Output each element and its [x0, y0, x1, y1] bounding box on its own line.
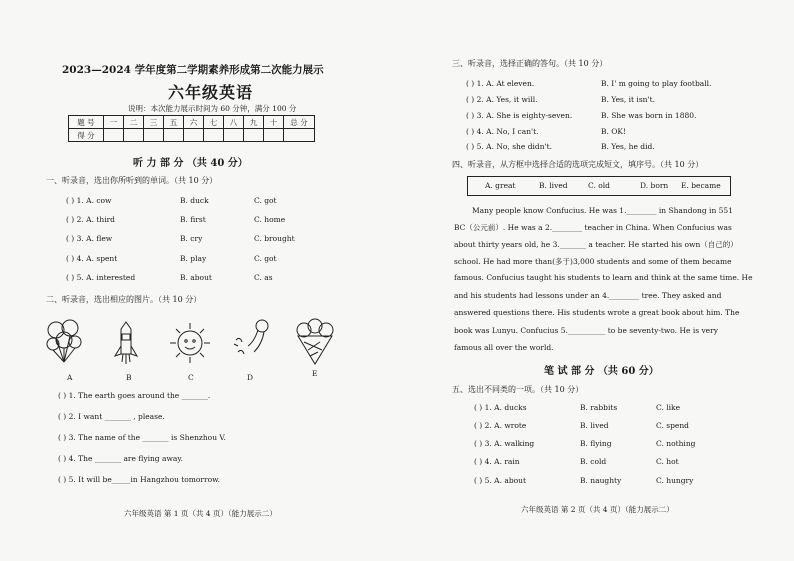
word-option: E. became	[681, 181, 721, 190]
score-input-cell[interactable]	[244, 129, 264, 142]
passage-line: answered questions there. His students wrote a great book about him. The	[454, 308, 740, 317]
section5-title: 五、选出不同类的一项。（共 10 分）	[452, 385, 584, 394]
score-input-cell[interactable]	[224, 129, 244, 142]
passage-line: famous. Confucius taught his students to learn and think at the same time. He	[454, 273, 753, 282]
s3-item-5-b: B. Yes, he did.	[601, 142, 655, 151]
rocket-icon	[112, 320, 140, 366]
score-cell: 九	[244, 116, 264, 129]
score-table	[68, 115, 315, 142]
word-option: D. born	[640, 181, 669, 190]
score-cell: 七	[204, 116, 224, 129]
picture-label-d: D	[247, 373, 254, 382]
s1-item-4-a: ( ) 4. A. spent	[66, 254, 118, 263]
word-option: C. old	[588, 181, 610, 190]
footer-left: 六年级英语 第 1 页（共 4 页）（能力展示二）	[124, 509, 277, 518]
s1-item-3-c: C. brought	[254, 234, 295, 243]
s1-item-1-b: B. duck	[180, 196, 209, 205]
s2-item-4: ( ) 4. The _______ are flying away.	[58, 454, 183, 463]
picture-label-b: B	[126, 373, 132, 382]
passage-line: school. He had more than(多于)3,000 students and some of them became	[454, 257, 732, 266]
s5-item-4-a: ( ) 4. A. rain	[474, 457, 520, 466]
exam-note: 说明：本次能力展示时间为 60 分钟，满分 100 分	[128, 104, 297, 113]
s1-item-4-c: C. got	[254, 254, 277, 263]
score-cell: 一	[104, 116, 124, 129]
score-cell: 题 号	[69, 116, 104, 129]
s2-item-3: ( ) 3. The name of the _______ is Shenzhou V.	[58, 433, 226, 442]
s1-item-2-b: B. first	[180, 215, 206, 224]
passage-line: Many people know Confucius. He was 1.________ in Shandong in 551	[472, 206, 733, 215]
s1-item-5-a: ( ) 5. A. interested	[66, 273, 136, 282]
s5-item-2-c: C. spend	[656, 421, 689, 430]
score-cell: 二	[124, 116, 144, 129]
writing-heading: 笔 试 部 分 （共 60 分）	[544, 366, 659, 377]
s2-item-2: ( ) 2. I want _______ , please.	[58, 412, 165, 421]
section1-title: 一、听录音，选出你所听到的单词。（共 10 分）	[46, 176, 218, 185]
s1-item-3-a: ( ) 3. A. flew	[66, 234, 113, 243]
score-cell: 三	[144, 116, 164, 129]
s5-item-3-b: B. flying	[580, 439, 612, 448]
score-input-cell[interactable]	[124, 129, 144, 142]
section2-title: 二、听录音，选出相应的图片。（共 10 分）	[46, 295, 202, 304]
score-cell: 八	[224, 116, 244, 129]
s3-item-5-a: ( ) 5. A. No, she didn't.	[466, 142, 552, 151]
s5-item-1-a: ( ) 1. A. ducks	[474, 403, 527, 412]
passage-line: about thirty years old, he 3._______ a teacher. He started his own（自己的）	[454, 240, 738, 249]
score-table-header-row	[69, 116, 315, 129]
score-cell: 五	[164, 116, 184, 129]
s1-item-2-c: C. home	[254, 215, 286, 224]
score-input-cell[interactable]	[164, 129, 184, 142]
passage-line: and his students had lessons under an 4.________ tree. They asked and	[454, 291, 722, 300]
s5-item-5-c: C. hungry	[656, 476, 694, 485]
score-input-cell[interactable]	[264, 129, 284, 142]
s3-item-4-a: ( ) 4. A. No, I can't.	[466, 127, 539, 136]
s5-item-2-a: ( ) 2. A. wrote	[474, 421, 527, 430]
s5-item-4-b: B. cold	[580, 457, 607, 466]
ice-cream-icon	[294, 318, 336, 366]
s1-item-5-c: C. as	[254, 273, 273, 282]
s3-item-4-b: B. OK!	[601, 127, 627, 136]
score-input-cell[interactable]	[184, 129, 204, 142]
s2-item-1: ( ) 1. The earth goes around the _______.	[58, 391, 211, 400]
subject-title: 六年级英语	[168, 83, 254, 102]
picture-label-c: C	[188, 373, 194, 382]
exam-title: 2023—2024 学年度第二学期素养形成第二次能力展示	[62, 64, 324, 76]
s5-item-3-c: C. nothing	[656, 439, 696, 448]
score-cell: 总 分	[284, 116, 315, 129]
sun-icon	[168, 320, 212, 366]
s1-item-2-a: ( ) 2. A. third	[66, 215, 115, 224]
score-cell: 十	[264, 116, 284, 129]
s3-item-2-b: B. Yes, it isn't.	[601, 95, 655, 104]
score-cell: 六	[184, 116, 204, 129]
word-option: A. great	[485, 181, 516, 190]
s5-item-1-b: B. rabbits	[580, 403, 618, 412]
s5-item-1-c: C. like	[656, 403, 681, 412]
score-input-cell[interactable]	[104, 129, 124, 142]
passage-line: BC（公元前）. He was a 2.________ teacher in China. When Confucius was	[454, 223, 732, 232]
word-options-box	[467, 176, 731, 196]
score-input-cell[interactable]	[144, 129, 164, 142]
s1-item-1-a: ( ) 1. A. cow	[66, 196, 112, 205]
passage-line: book was Lunyu. Confucius 5.__________ to be seventy-two. He is very	[454, 326, 718, 335]
s3-item-2-a: ( ) 2. A. Yes, it will.	[466, 95, 538, 104]
score-cell: 得 分	[69, 129, 104, 142]
section4-title: 四、听录音，从方框中选择合适的选项完成短文，填序号。（共 10 分）	[452, 160, 704, 169]
s1-item-5-b: B. about	[180, 273, 212, 282]
listening-heading: 听 力 部 分 （共 40 分）	[133, 158, 248, 169]
score-table-score-row	[69, 129, 315, 142]
s5-item-5-a: ( ) 5. A. about	[474, 476, 526, 485]
footer-right: 六年级英语 第 2 页（共 4 页）（能力展示二）	[521, 505, 674, 514]
picture-label-a: A	[67, 373, 73, 382]
s3-item-3-b: B. She was born in 1880.	[601, 111, 697, 120]
passage-line: famous all over the world.	[454, 343, 554, 352]
s3-item-1-b: B. I' m going to play football.	[601, 79, 712, 88]
word-option: B. lived	[539, 181, 568, 190]
s5-item-3-a: ( ) 3. A. walking	[474, 439, 535, 448]
s5-item-2-b: B. lived	[580, 421, 609, 430]
s3-item-3-a: ( ) 3. A. She is eighty-seven.	[466, 111, 573, 120]
balloons-icon	[44, 318, 84, 368]
s1-item-4-b: B. play	[180, 254, 207, 263]
s5-item-5-b: B. naughty	[580, 476, 622, 485]
score-input-cell[interactable]	[204, 129, 224, 142]
geese-icon	[228, 316, 274, 364]
s5-item-4-c: C. hot	[656, 457, 679, 466]
s1-item-1-c: C. got	[254, 196, 277, 205]
picture-label-e: E	[312, 369, 318, 378]
s1-item-3-b: B. cry	[180, 234, 203, 243]
s2-item-5: ( ) 5. It will be_____in Hangzhou tomorrow.	[58, 475, 221, 484]
s3-item-1-a: ( ) 1. A. At eleven.	[466, 79, 535, 88]
score-input-cell[interactable]	[284, 129, 315, 142]
section3-title: 三、听录音，选择正确的答句。（共 10 分）	[452, 59, 608, 68]
